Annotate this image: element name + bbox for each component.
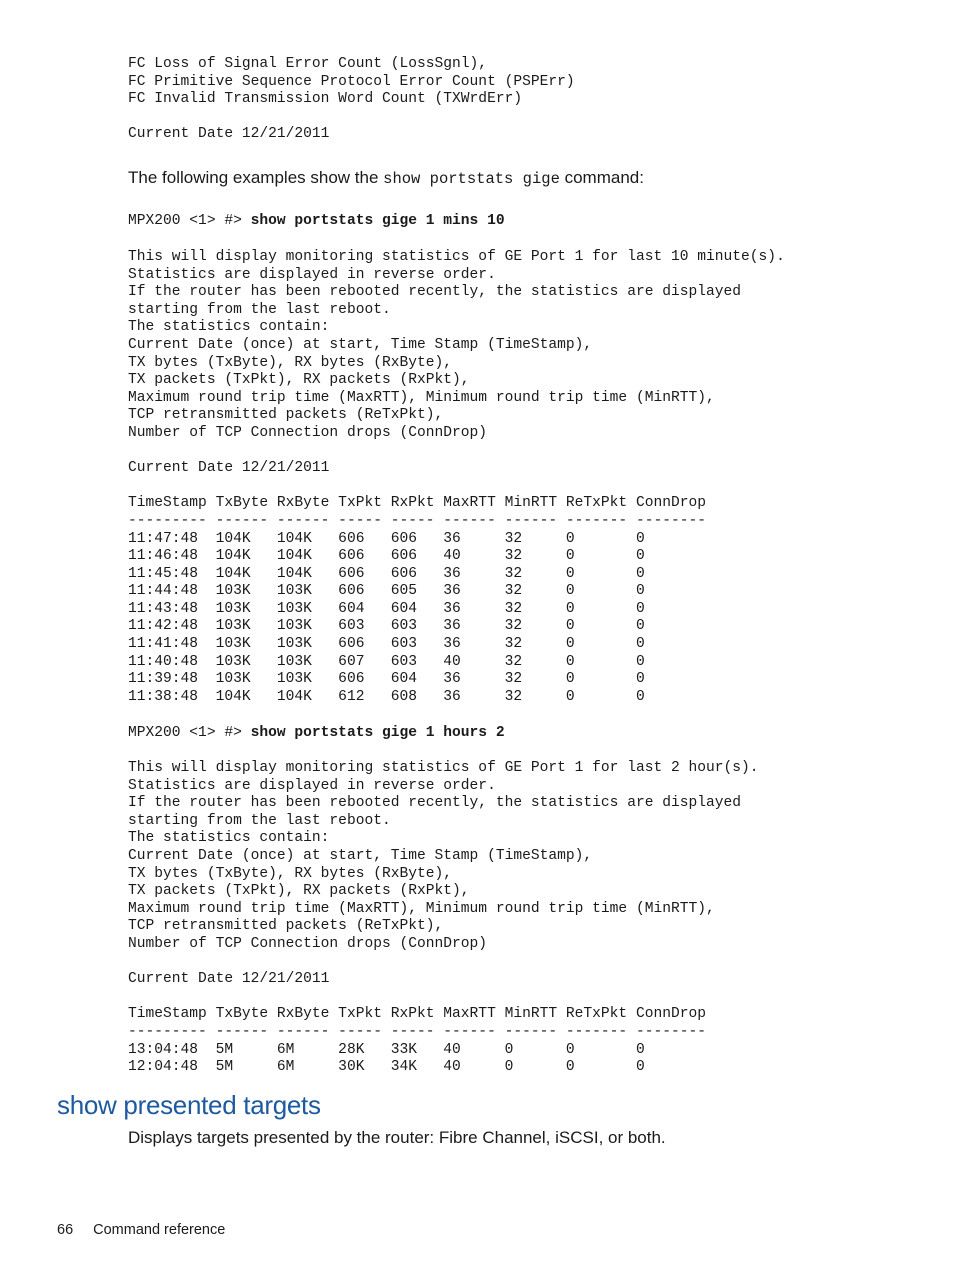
page-footer <box>57 1222 225 1238</box>
footer-label: Command reference <box>93 1222 226 1238</box>
example1-prompt: MPX200 <1> #> <box>128 213 251 229</box>
example1-command-line <box>128 213 505 231</box>
section-heading: show presented targets <box>57 1090 321 1120</box>
section-description: Displays targets presented by the router: Fibre Channel, iSCSI, or both. <box>128 1128 666 1147</box>
example2-output: This will display monitoring statistics of GE Port 1 for last 2 hour(s). Statistics are displayed in reverse order. If the router has been rebooted recently, the statistics are displayed starting from the last reboot. The statistics contain: Current Date (once) at start, Time Stamp (TimeStamp), TX bytes (TxByte), RX bytes (RxByte), TX packets (TxPkt), RX packets (RxPkt), Maximum round trip time (MaxRTT), Minimum round trip time (MinRTT), TCP retransmitted packets (ReTxPkt), Number of TCP Connection drops (ConnDrop) Current Date 12/21/2011 TimeStamp TxByte RxByte TxPkt RxPkt MaxRTT MinRTT ReTxPkt ConnDrop --------- ------ ------ ----- ----- ------ ------ ------- -------- 13:04:48 5M 6M 28K 33K 40 0 0 0 12:04:48 5M 6M 30K 34K 40 0 0 0 <box>128 760 759 1076</box>
code-block-fc-errors: FC Loss of Signal Error Count (LossSgnl), FC Primitive Sequence Protocol Error Count (PSPErr) FC Invalid Transmission Word Count (TXWrdErr) Current Date 12/21/2011 <box>128 56 575 143</box>
example2-command: show portstats gige 1 hours 2 <box>250 725 505 741</box>
intro-text-after: command: <box>559 168 644 187</box>
intro-inline-code: show portstats gige <box>383 170 560 188</box>
page-number: 66 <box>57 1222 74 1238</box>
example1-command: show portstats gige 1 mins 10 <box>250 213 505 229</box>
intro-text-before: The following examples show the <box>128 168 384 187</box>
example2-prompt: MPX200 <1> #> <box>128 725 251 741</box>
example1-output: This will display monitoring statistics of GE Port 1 for last 10 minute(s). Statistics are displayed in reverse order. If the router has been rebooted recently, the statistics are displayed starting from the last reboot. The statistics contain: Current Date (once) at start, Time Stamp (TimeStamp), TX bytes (TxByte), RX bytes (RxByte), TX packets (TxPkt), RX packets (RxPkt), Maximum round trip time (MaxRTT), Minimum round trip time (MinRTT), TCP retransmitted packets (ReTxPkt), Number of TCP Connection drops (ConnDrop) Current Date 12/21/2011 TimeStamp TxByte RxByte TxPkt RxPkt MaxRTT MinRTT ReTxPkt ConnDrop --------- ------ ------ ----- ----- ------ ------ ------- -------- 11:47:48 104K 104K 606 606 36 32 0 0 11:46:48 104K 104K 606 606 40 32 0 0 11:45:48 104K 104K 606 606 36 32 0 0 11:44:48 103K 103K 606 605 36 32 0 0 11:43:48 103K 103K 604 604 36 32 0 0 11:42:48 103K 103K 603 603 36 32 0 0 11:41:48 103K 103K 606 603 36 32 0 0 11:40:48 103K 103K 607 603 40 32 0 0 11:39:48 103K 103K 606 604 36 32 0 0 11:38:48 104K 104K 612 608 36 32 0 0 <box>128 249 785 705</box>
intro-paragraph <box>128 168 644 188</box>
example2-command-line <box>128 725 505 743</box>
